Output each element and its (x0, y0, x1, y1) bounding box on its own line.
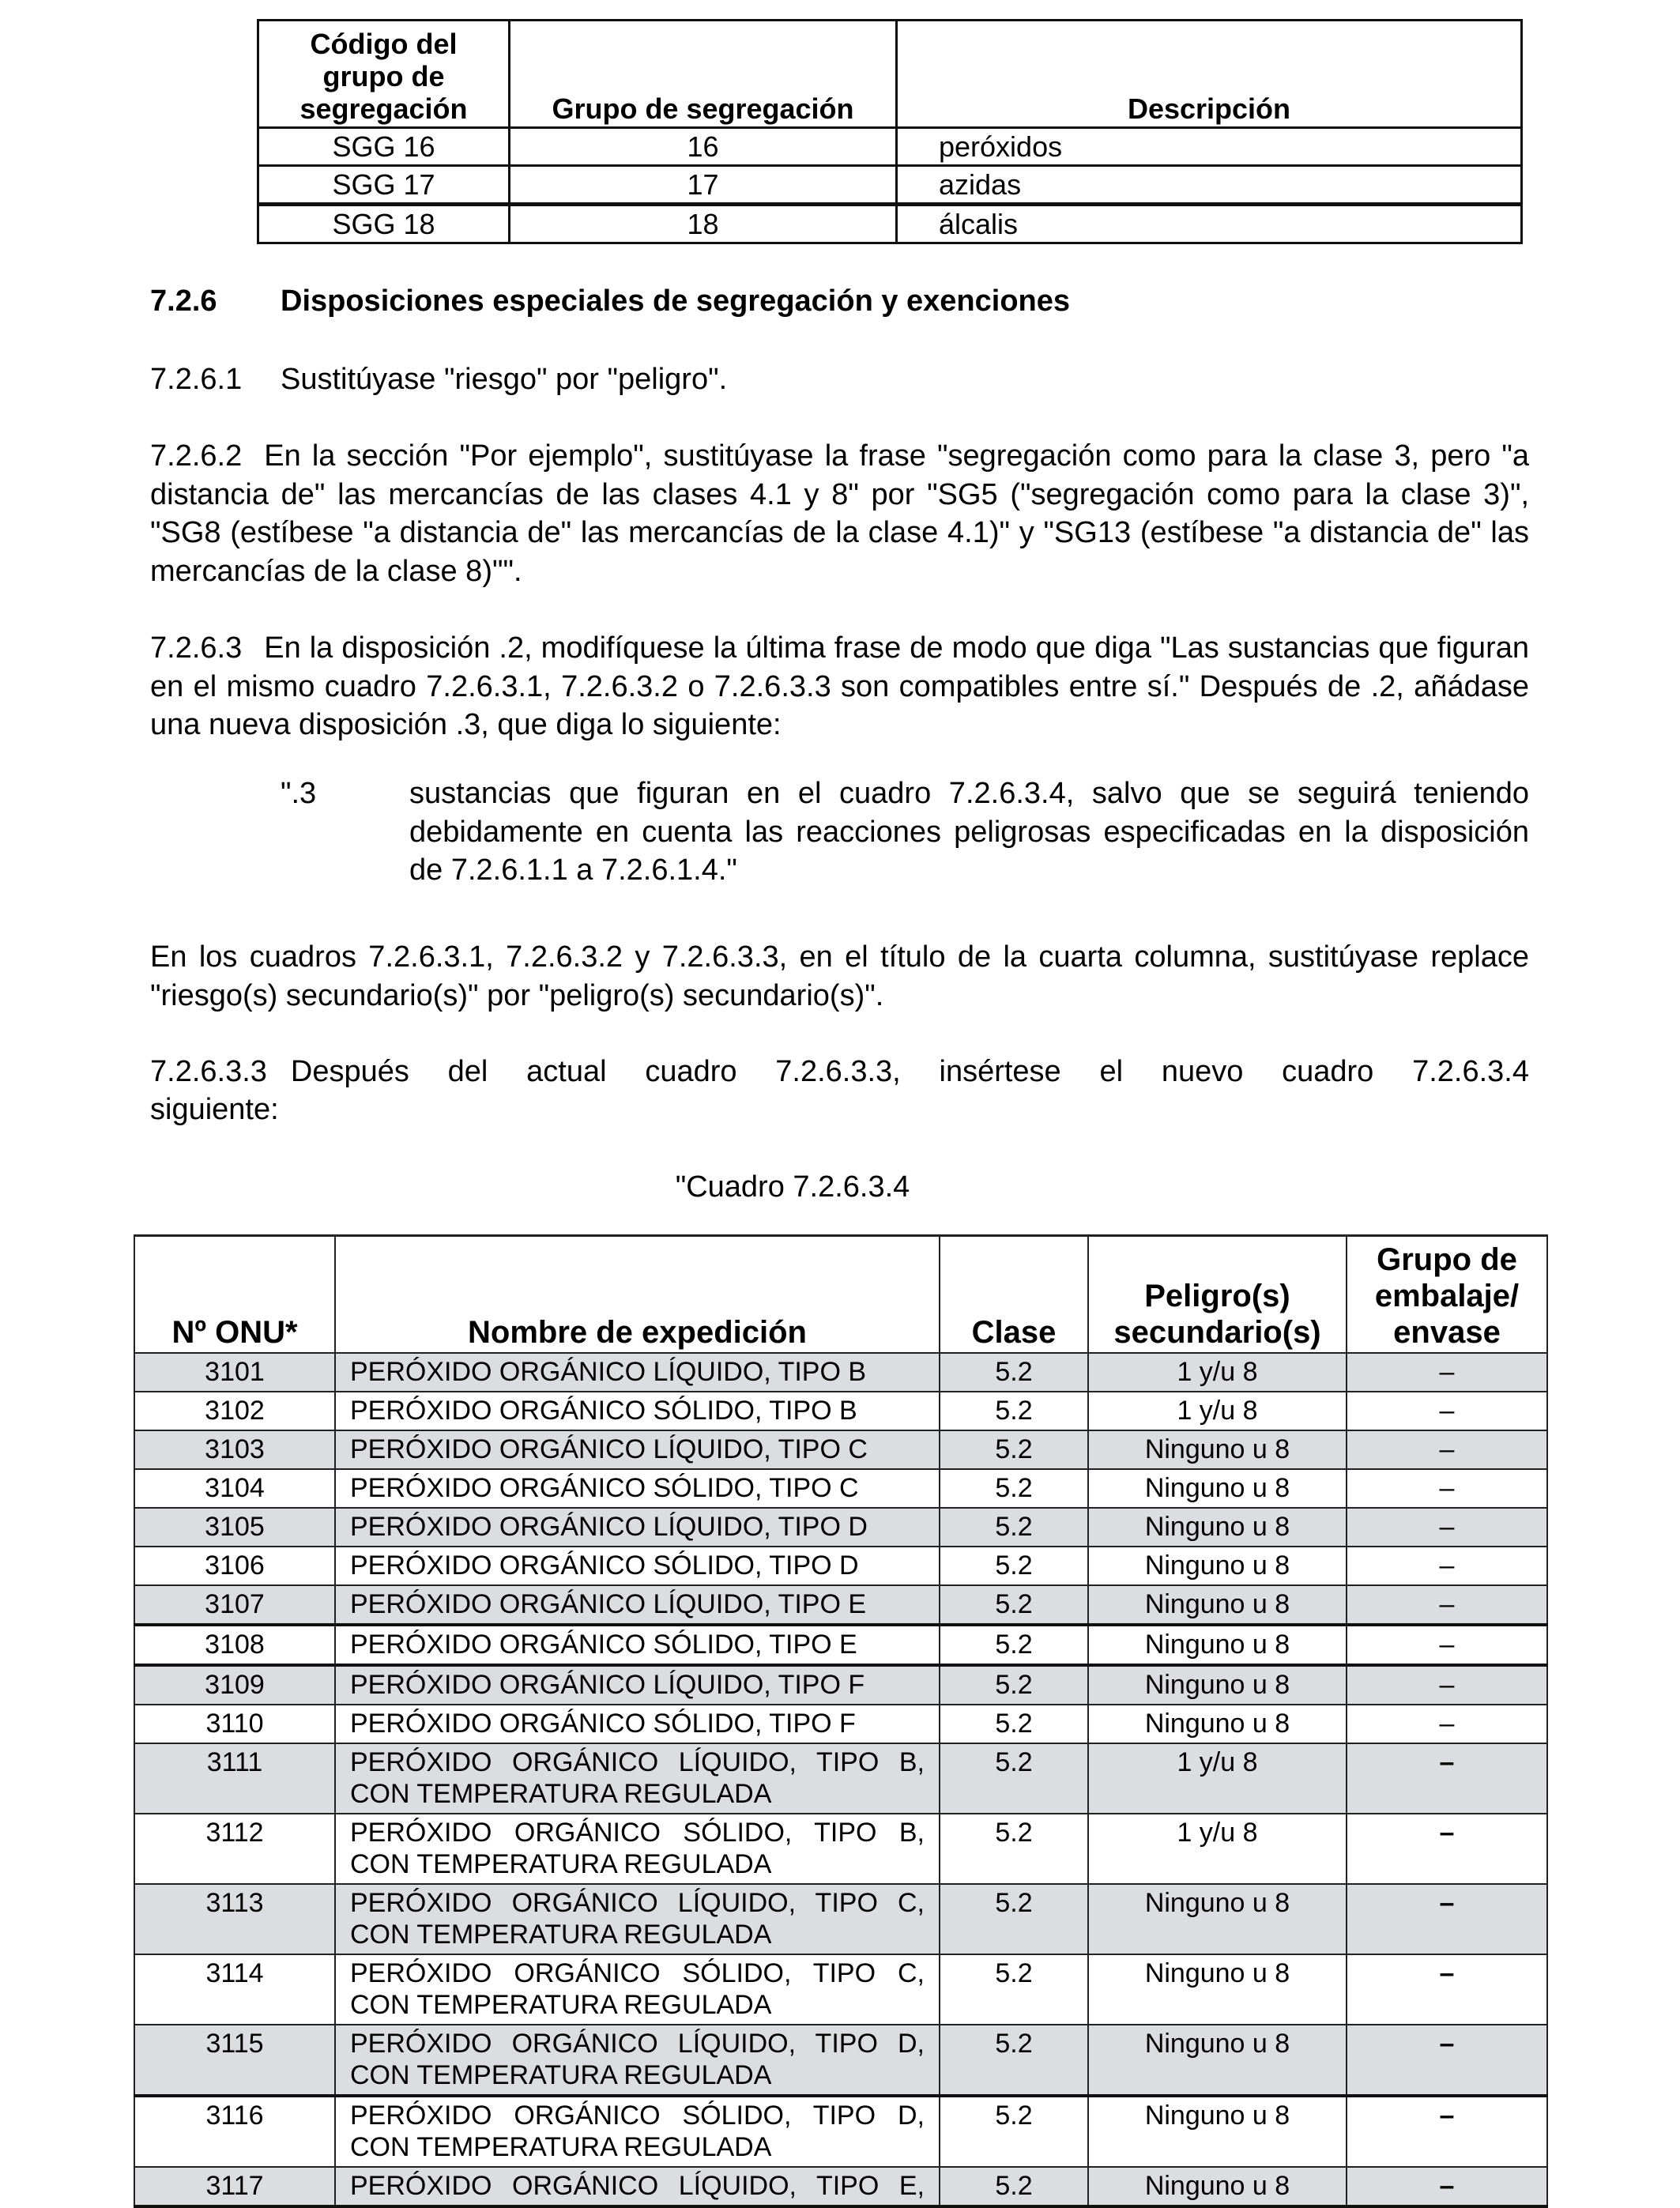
cell-un-number: 3111 (134, 1743, 335, 1814)
cell-shipping-name (335, 2025, 940, 2096)
organic-peroxide-table (134, 1234, 1548, 2208)
cell-shipping-name (335, 1814, 940, 1884)
name-line-2: CON TEMPERATURA REGULADA (350, 1779, 772, 1809)
name-line-1: PERÓXIDO ORGÁNICO SÓLIDO, TIPO C, (350, 1958, 925, 1988)
cell-subsidiary-hazard: Ninguno u 8 (1088, 1954, 1347, 2025)
cell-shipping-name (335, 2096, 940, 2167)
paragraph-7-2-6-1 (150, 360, 1529, 399)
cell-class: 5.2 (940, 1353, 1088, 1392)
paragraph-text: En la sección "Por ejemplo", sustitúyase la frase "segregación como para la clase 3, pero "a distancia de" las mercancías de las clases 4.1 y 8" por "SG5 ("segregación como para la clase 3)", "SG8 (estíbese "a distancia de" las mercancías de la clase 4.1)" y "SG13 (estíbese "a distancia de" las mercancías de la clase 8)"". (150, 439, 1529, 588)
cell-shipping-name (335, 1954, 940, 2025)
cell-un-number: 3115 (134, 2025, 335, 2096)
cell-subsidiary-hazard: Ninguno u 8 (1088, 1705, 1347, 1743)
cell-subsidiary-hazard: Ninguno u 8 (1088, 1547, 1347, 1585)
paragraph-7-2-6-3 (150, 629, 1529, 744)
table-row (134, 1508, 1547, 1547)
cell-un-number: 3107 (134, 1585, 335, 1625)
table-row (134, 1547, 1547, 1585)
header-line: Código del (310, 28, 458, 60)
table-row (134, 1392, 1547, 1430)
cell-class: 5.2 (940, 2096, 1088, 2167)
cell-packing-group: – (1347, 1743, 1547, 1814)
cell-class: 5.2 (940, 1884, 1088, 1954)
cell-description: álcalis (897, 205, 1522, 243)
section-heading (150, 282, 1529, 321)
table-row (134, 2167, 1547, 2206)
cell-un-number: 3110 (134, 1705, 335, 1743)
cell-subsidiary-hazard: Ninguno u 8 (1088, 2096, 1347, 2167)
cell-shipping-name: PERÓXIDO ORGÁNICO LÍQUIDO, TIPO E (335, 1585, 940, 1625)
cell-shipping-name (335, 1743, 940, 1814)
cell-group: 18 (510, 205, 897, 243)
name-line-2: CON TEMPERATURA REGULADA (350, 2060, 772, 2090)
name-line-2: CON TEMPERATURA REGULADA (350, 1920, 772, 1950)
header-packing-group: Grupo de embalaje/ envase (1347, 1236, 1547, 1354)
paragraph-number: 7.2.6.3.3 (150, 1055, 267, 1088)
cell-shipping-name: PERÓXIDO ORGÁNICO LÍQUIDO, TIPO B (335, 1353, 940, 1392)
paragraph-number: 7.2.6.3 (150, 631, 243, 665)
cell-class: 5.2 (940, 1547, 1088, 1585)
cell-class: 5.2 (940, 1392, 1088, 1430)
table-row (134, 1625, 1547, 1665)
cell-shipping-name: PERÓXIDO ORGÁNICO SÓLIDO, TIPO F (335, 1705, 940, 1743)
paragraph-7-2-6-3-3 (150, 1053, 1529, 1091)
table-row (134, 1705, 1547, 1743)
name-line-2: CON TEMPERATURA REGULADA (350, 2132, 772, 2162)
section-number: 7.2.6 (150, 284, 217, 318)
cell-un-number: 3106 (134, 1547, 335, 1585)
cell-class: 5.2 (940, 2025, 1088, 2096)
cell-subsidiary-hazard: 1 y/u 8 (1088, 1743, 1347, 1814)
cell-packing-group: – (1347, 1585, 1547, 1625)
cell-packing-group: – (1347, 1430, 1547, 1469)
name-line-1: PERÓXIDO ORGÁNICO SÓLIDO, TIPO D, (350, 2101, 925, 2131)
cell-subsidiary-hazard: Ninguno u 8 (1088, 1430, 1347, 1469)
cell-shipping-name: PERÓXIDO ORGÁNICO LÍQUIDO, TIPO F (335, 1665, 940, 1705)
quote-text: sustancias que figuran en el cuadro 7.2.6.3.4, salvo que se seguirá teniendo debidamente en cuenta las reacciones peligrosas especificadas en la disposición de 7.2.6.1.1 a 7.2.6.1.4." (409, 777, 1529, 887)
cell-packing-group: – (1347, 1705, 1547, 1743)
cell-shipping-name: PERÓXIDO ORGÁNICO LÍQUIDO, TIPO D (335, 1508, 940, 1547)
header-shipping-name: Nombre de expedición (335, 1236, 940, 1354)
cell-description: azidas (897, 166, 1522, 205)
cell-class: 5.2 (940, 1814, 1088, 1884)
cell-packing-group: – (1347, 1814, 1547, 1884)
cell-subsidiary-hazard: 1 y/u 8 (1088, 1353, 1347, 1392)
cell-packing-group: – (1347, 1665, 1547, 1705)
name-line-2: CON TEMPERATURA REGULADA (350, 1849, 772, 1879)
cell-packing-group: – (1347, 1884, 1547, 1954)
table-header-row (258, 21, 1522, 128)
cell-packing-group: – (1347, 1625, 1547, 1665)
header-subsidiary-hazard: Peligro(s) secundario(s) (1088, 1236, 1347, 1354)
cell-class: 5.2 (940, 1705, 1088, 1743)
header-group: Grupo de segregación (510, 21, 897, 128)
table-row (134, 1884, 1547, 1954)
cell-class: 5.2 (940, 1743, 1088, 1814)
name-line-1: PERÓXIDO ORGÁNICO LÍQUIDO, TIPO C, (350, 1888, 925, 1918)
cell-shipping-name: PERÓXIDO ORGÁNICO SÓLIDO, TIPO D (335, 1547, 940, 1585)
cell-shipping-name: PERÓXIDO ORGÁNICO SÓLIDO, TIPO E (335, 1625, 940, 1665)
paragraph-number: 7.2.6.2 (150, 439, 243, 473)
cell-packing-group: – (1347, 2167, 1547, 2206)
cell-description: peróxidos (897, 128, 1522, 166)
paragraph-number: 7.2.6.1 (150, 363, 243, 396)
cell-un-number: 3117 (134, 2167, 335, 2206)
name-line-1: PERÓXIDO ORGÁNICO LÍQUIDO, TIPO D, (350, 2029, 925, 2059)
cell-class: 5.2 (940, 1954, 1088, 2025)
paragraph-text: Después del actual cuadro 7.2.6.3.3, insértese el nuevo cuadro 7.2.6.3.4 (290, 1055, 1529, 1088)
header-code (258, 21, 510, 128)
table-row (134, 2025, 1547, 2096)
paragraph-text: Sustitúyase "riesgo" por "peligro". (281, 363, 728, 396)
cell-packing-group: – (1347, 1392, 1547, 1430)
paragraph-text: En la disposición .2, modifíquese la última frase de modo que diga "Las sustancias que figuran en el mismo cuadro 7.2.6.3.1, 7.2.6.3.2 o 7.2.6.3.3 son compatibles entre sí." Después de .2, añádase una nueva disposición .3, que diga lo siguiente: (150, 631, 1529, 741)
cell-group: 17 (510, 166, 897, 205)
cell-un-number: 3114 (134, 1954, 335, 2025)
cell-subsidiary-hazard: Ninguno u 8 (1088, 1508, 1347, 1547)
name-line-1: PERÓXIDO ORGÁNICO SÓLIDO, TIPO B, (350, 1818, 925, 1848)
table-row (134, 2096, 1547, 2167)
cell-group: 16 (510, 128, 897, 166)
table-caption: "Cuadro 7.2.6.3.4 (675, 1170, 910, 1204)
cell-code: SGG 16 (258, 128, 510, 166)
cell-un-number: 3104 (134, 1469, 335, 1508)
cell-un-number: 3101 (134, 1353, 335, 1392)
cell-subsidiary-hazard: 1 y/u 8 (1088, 1814, 1347, 1884)
cell-packing-group: – (1347, 1547, 1547, 1585)
cell-subsidiary-hazard: Ninguno u 8 (1088, 1585, 1347, 1625)
name-line-1: PERÓXIDO ORGÁNICO LÍQUIDO, TIPO B, (350, 1747, 925, 1777)
cell-packing-group: – (1347, 1353, 1547, 1392)
table-row (258, 205, 1522, 243)
cell-class: 5.2 (940, 1430, 1088, 1469)
cell-class: 5.2 (940, 1585, 1088, 1625)
paragraph-7-2-6-2 (150, 437, 1529, 590)
paragraph-text: siguiente: (150, 1093, 279, 1126)
cell-un-number: 3116 (134, 2096, 335, 2167)
cell-un-number: 3108 (134, 1625, 335, 1665)
header-un-number: Nº ONU* (134, 1236, 335, 1354)
cell-class: 5.2 (940, 1625, 1088, 1665)
table-row (134, 1469, 1547, 1508)
table-row (258, 128, 1522, 166)
cell-un-number: 3105 (134, 1508, 335, 1547)
table-row (134, 1743, 1547, 1814)
header-line: grupo de (322, 60, 445, 92)
cell-subsidiary-hazard: Ninguno u 8 (1088, 1625, 1347, 1665)
cell-subsidiary-hazard: Ninguno u 8 (1088, 1884, 1347, 1954)
name-line-2: CON TEMPERATURA REGULADA (350, 1990, 772, 2020)
cell-code: SGG 18 (258, 205, 510, 243)
cell-un-number: 3103 (134, 1430, 335, 1469)
section-title: Disposiciones especiales de segregación y exenciones (281, 284, 1071, 318)
cell-un-number: 3112 (134, 1814, 335, 1884)
header-class: Clase (940, 1236, 1088, 1354)
cell-subsidiary-hazard: Ninguno u 8 (1088, 1469, 1347, 1508)
paragraph-7-2-6-3-3-cont (150, 1091, 1529, 1129)
cell-packing-group: – (1347, 1508, 1547, 1547)
cell-packing-group: – (1347, 1469, 1547, 1508)
cell-subsidiary-hazard: Ninguno u 8 (1088, 1665, 1347, 1705)
cell-class: 5.2 (940, 1508, 1088, 1547)
cell-shipping-name: PERÓXIDO ORGÁNICO SÓLIDO, TIPO C (335, 1469, 940, 1508)
cell-subsidiary-hazard: Ninguno u 8 (1088, 2167, 1347, 2206)
cell-packing-group: – (1347, 1954, 1547, 2025)
table-row (134, 1814, 1547, 1884)
cell-un-number: 3102 (134, 1392, 335, 1430)
cell-shipping-name: PERÓXIDO ORGÁNICO LÍQUIDO, TIPO C (335, 1430, 940, 1469)
cell-shipping-name (335, 1884, 940, 1954)
cell-subsidiary-hazard: 1 y/u 8 (1088, 1392, 1347, 1430)
cell-class: 5.2 (940, 1469, 1088, 1508)
cell-un-number: 3109 (134, 1665, 335, 1705)
name-line-1: PERÓXIDO ORGÁNICO LÍQUIDO, TIPO E, (350, 2171, 925, 2201)
cell-code: SGG 17 (258, 166, 510, 205)
table-row (134, 1585, 1547, 1625)
table-header-row (134, 1236, 1547, 1354)
cell-subsidiary-hazard: Ninguno u 8 (1088, 2025, 1347, 2096)
paragraph-text: En los cuadros 7.2.6.3.1, 7.2.6.3.2 y 7.2.6.3.3, en el título de la cuarta columna, sustitúyase replace "riesgo(s) secundario(s)" por "peligro(s) secundario(s)". (150, 940, 1529, 1012)
cell-packing-group: – (1347, 2096, 1547, 2167)
table-row (134, 1665, 1547, 1705)
cell-un-number: 3113 (134, 1884, 335, 1954)
table-row (134, 1430, 1547, 1469)
table-row (134, 1353, 1547, 1392)
paragraph-column-title-change (150, 938, 1529, 1015)
quote-number: ".3 (281, 777, 317, 810)
segregation-group-table (257, 19, 1523, 244)
table-row (258, 166, 1522, 205)
cell-packing-group: – (1347, 2025, 1547, 2096)
cell-class: 5.2 (940, 2167, 1088, 2206)
cell-class: 5.2 (940, 1665, 1088, 1705)
header-line: segregación (299, 92, 468, 125)
header-description: Descripción (897, 21, 1522, 128)
cell-shipping-name (335, 2167, 940, 2206)
cell-shipping-name: PERÓXIDO ORGÁNICO SÓLIDO, TIPO B (335, 1392, 940, 1430)
table-row (134, 1954, 1547, 2025)
